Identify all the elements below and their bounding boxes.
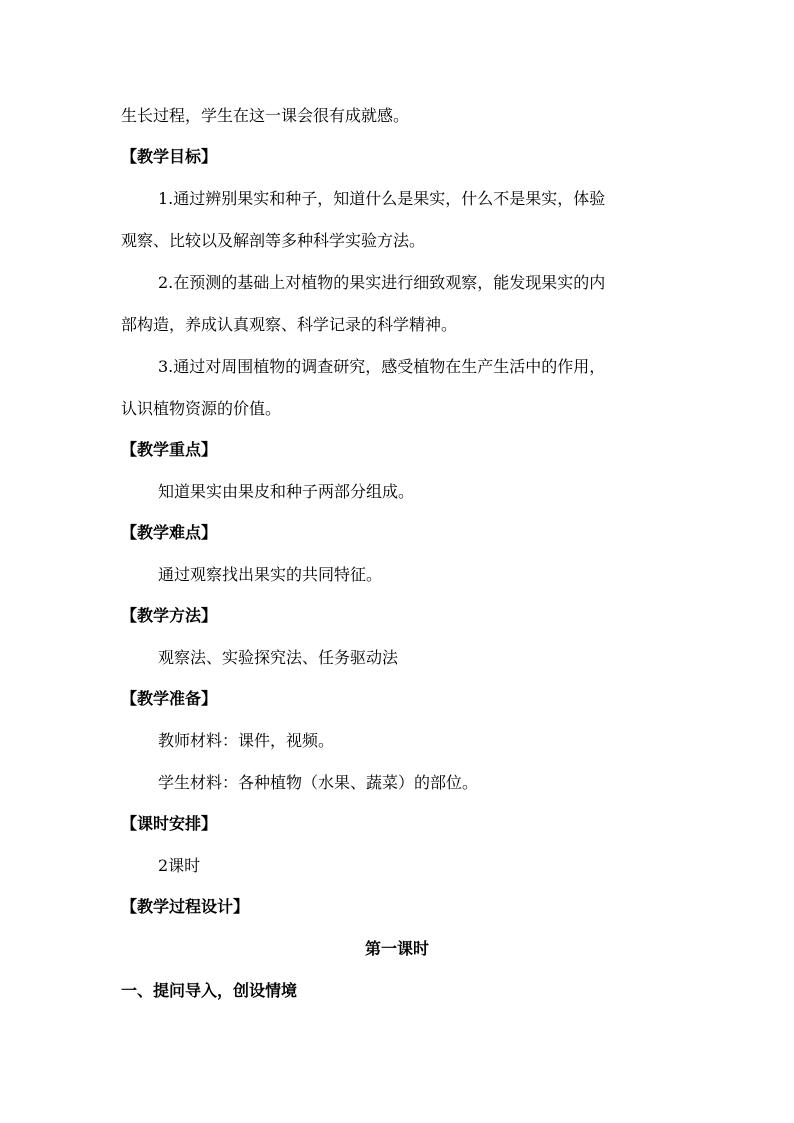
key-points-text: 知道果实由果皮和种子两部分组成。: [158, 482, 415, 501]
teacher-materials-text: 教师材料：课件，视频。: [158, 731, 335, 750]
process-heading: 【教学过程设计】: [121, 897, 250, 916]
section-1-heading: 一、提问导入，创设情境: [121, 981, 298, 1000]
objective-1-line-2: 观察、比较以及解剖等多种科学实验方法。: [121, 231, 426, 250]
objectives-heading: 【教学目标】: [121, 147, 218, 166]
objective-1-line-1: 1.通过辨别果实和种子，知道什么是果实，什么不是果实，体验: [158, 189, 606, 208]
key-points-heading: 【教学重点】: [121, 440, 218, 459]
difficulties-text: 通过观察找出果实的共同特征。: [158, 565, 383, 584]
methods-text: 观察法、实验探究法、任务驱动法: [158, 648, 399, 667]
objective-2-line-1: 2.在预测的基础上对植物的果实进行细致观察，能发现果实的内: [158, 273, 606, 292]
objective-3-line-2: 认识植物资源的价值。: [121, 399, 282, 418]
lesson-title: 第一课时: [364, 939, 429, 958]
student-materials-text: 学生材料：各种植物（水果、蔬菜）的部位。: [158, 773, 479, 792]
objective-2-line-2: 部构造，养成认真观察、科学记录的科学精神。: [121, 315, 458, 334]
difficulties-heading: 【教学难点】: [121, 523, 218, 542]
schedule-text: 2课时: [158, 856, 201, 875]
intro-tail-text: 生长过程，学生在这一课会很有成就感。: [121, 106, 410, 125]
objective-3-line-1: 3.通过对周围植物的调查研究，感受植物在生产生活中的作用，: [158, 357, 606, 376]
preparation-heading: 【教学准备】: [121, 689, 218, 708]
schedule-heading: 【课时安排】: [121, 814, 218, 833]
methods-heading: 【教学方法】: [121, 606, 218, 625]
